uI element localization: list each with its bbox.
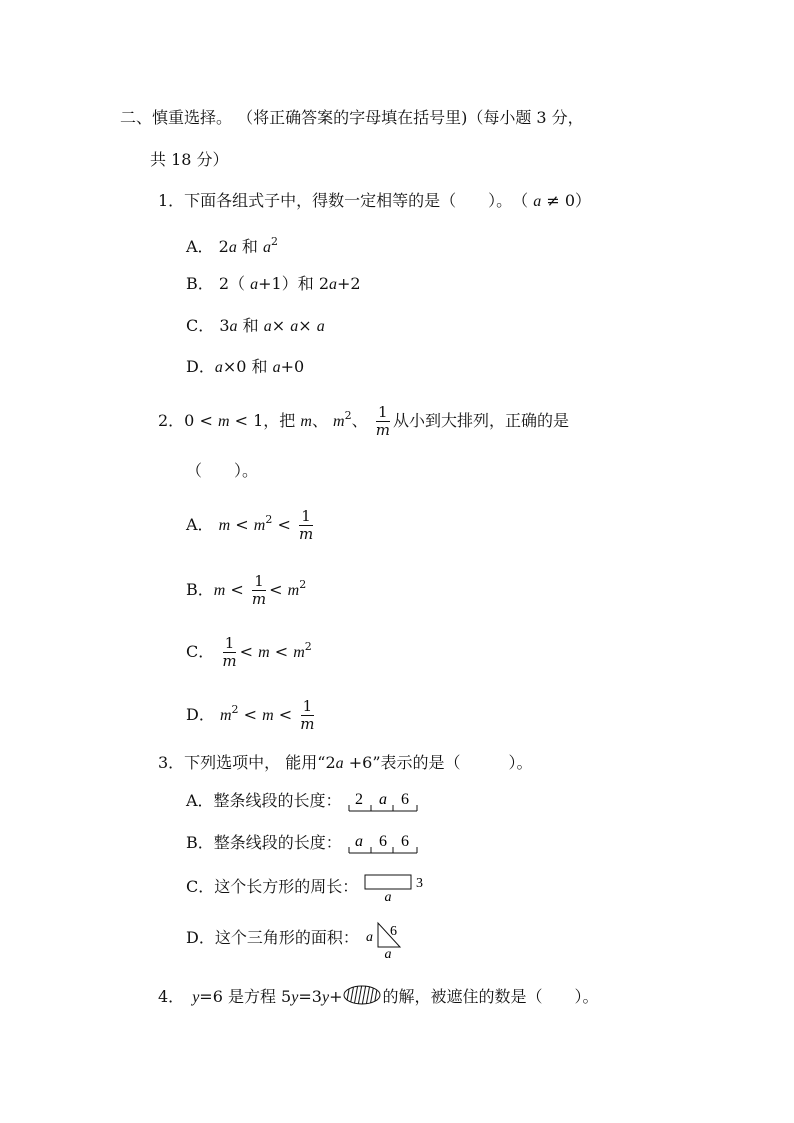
question-3-option-b[interactable]: B．整条线段的长度： a 6 6 [186, 828, 419, 858]
rectangle-bottom-label: a [384, 889, 392, 903]
section-heading-line2: 共 18 分） [150, 150, 229, 169]
triangle-top-label: 6 [389, 923, 397, 939]
segment-figure-b [347, 831, 419, 857]
covered-number-ellipse [342, 984, 382, 1006]
segment-label: a [354, 832, 363, 850]
fraction-one-over-m: $\frac{1}{m}$ [251, 572, 267, 608]
question-2-option-c[interactable]: C． $\frac{1}{m}$ < $m < m^2$ [186, 634, 312, 670]
question-3-option-c[interactable]: C．这个长方形的周长： 3 a [186, 872, 427, 903]
fraction-one-over-m: $\frac{1}{m}$ [300, 697, 315, 733]
question-2-option-b[interactable]: B．m < $\frac{1}{m}$ < $m^2$ [186, 572, 307, 608]
question-2-stem: 2．0 < m < 1，把 m、 $m^2$、 $\frac{1}{m}$ 从小到大排列，正确的是 [158, 403, 569, 439]
question-1-option-a[interactable]: A． 2a 和 $a^2$ [186, 235, 279, 256]
fraction-one-over-m: $\frac{1}{m}$ [222, 634, 237, 670]
question-1-stem: 1．下面各组式子中，得数一定相等的是（ ）。 （ a ≠ 0） [158, 191, 592, 210]
segment-figure-a [347, 789, 419, 815]
question-3-stem: 3．下列选项中， 能用“2a +6”表示的是（ ）。 [158, 753, 533, 772]
segment-label: 6 [378, 832, 387, 850]
section-heading-line1: 二、慎重选择。 （将正确答案的字母填在括号里)（每小题 3 分， [120, 108, 584, 127]
rectangle-figure [363, 873, 427, 903]
triangle-bottom-label: a [384, 946, 392, 959]
segment-label: 6 [400, 832, 409, 850]
question-4-stem: 4． y=6 是方程 5y=3y+ 的解，被遮住的数是（ ）。 [158, 984, 598, 1009]
question-1-option-c[interactable]: C． 3a 和 a× a× a [186, 316, 325, 335]
segment-label: a [378, 790, 387, 808]
fraction-one-over-m: $\frac{1}{m}$ [298, 507, 314, 543]
triangle-figure [364, 919, 408, 959]
triangle-left-label: a [365, 929, 373, 945]
question-2-option-a[interactable]: A． $m < m^2$ < $\frac{1}{m}$ [186, 507, 314, 543]
segment-label: 2 [354, 790, 363, 808]
question-1-option-d[interactable]: D．a×0 和 a+0 [186, 357, 305, 376]
question-2-option-d[interactable]: D． $m^2 < m$ < $\frac{1}{m}$ [186, 697, 315, 733]
question-3-option-d[interactable]: D．这个三角形的面积： a 6 a [186, 918, 408, 959]
fraction-one-over-m: $\frac{1}{m}$ [375, 403, 390, 439]
rectangle-side-label: 3 [416, 875, 424, 891]
question-3-option-a[interactable]: A．整条线段的长度： 2 a 6 [186, 786, 419, 816]
question-2-answer-blank: （ ）。 [186, 461, 259, 480]
question-1-option-b[interactable]: B． 2（ a+1）和 2a+2 [186, 274, 361, 293]
segment-label: 6 [400, 790, 409, 808]
